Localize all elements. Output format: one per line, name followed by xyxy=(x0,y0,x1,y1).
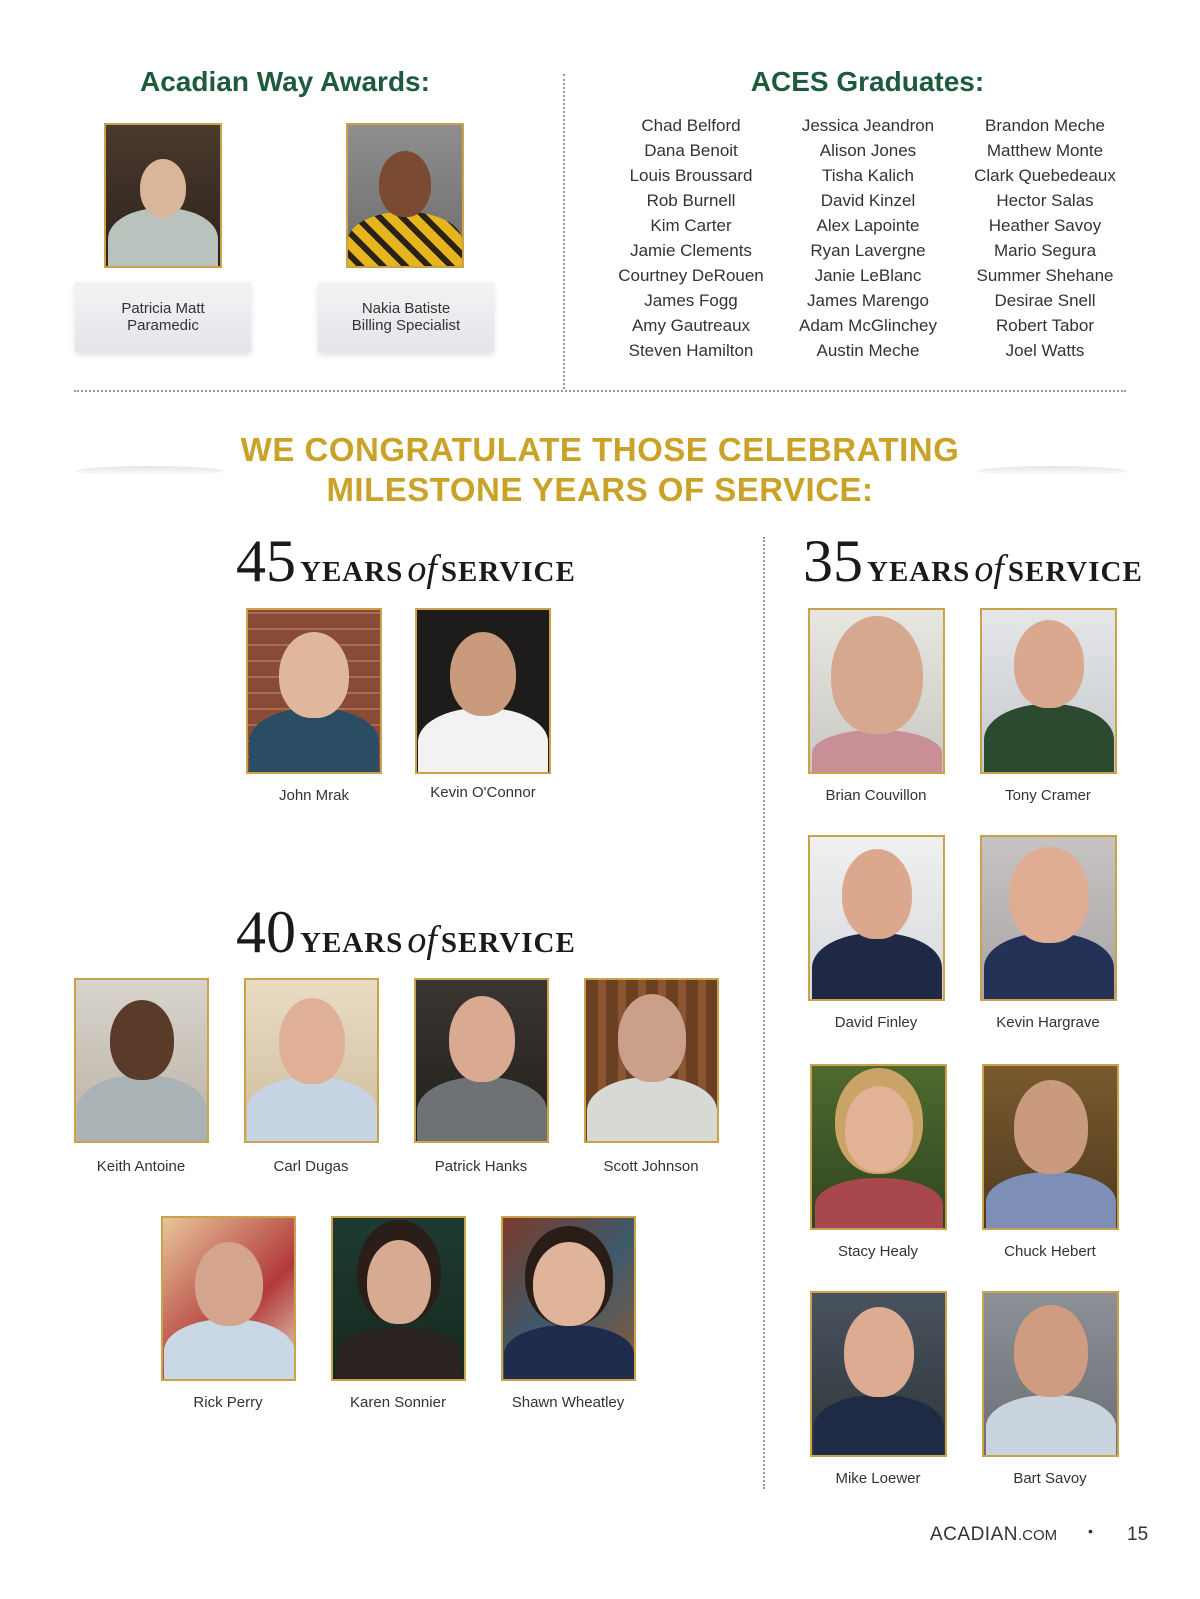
footer-site-suffix: .COM xyxy=(1017,1527,1058,1544)
award-card-nakia-batiste xyxy=(318,282,494,352)
aces-column-1 xyxy=(601,113,781,363)
name-tony-cramer: Tony Cramer xyxy=(1005,787,1091,804)
name-shawn-wheatley: Shawn Wheatley xyxy=(511,1394,625,1411)
name-patrick-hanks: Patrick Hanks xyxy=(434,1158,528,1175)
of-word: of xyxy=(407,919,437,961)
award-photo-patricia-matt xyxy=(104,123,222,268)
photo-keith-antoine xyxy=(74,978,209,1143)
photo-kevin-oconnor xyxy=(415,608,551,774)
name-stacy-healy: Stacy Healy xyxy=(837,1243,919,1260)
graduate-name: Chad Belford xyxy=(641,116,741,135)
page-number: 15 xyxy=(1127,1524,1149,1545)
graduate-name: Jamie Clements xyxy=(630,241,752,260)
of-word: of xyxy=(407,548,437,590)
name-kevin-oconnor: Kevin O'Connor xyxy=(430,784,536,801)
award-card-patricia-matt xyxy=(75,282,251,352)
photo-bart-savoy xyxy=(982,1291,1119,1457)
photo-john-mrak xyxy=(246,608,382,774)
name-karen-sonnier: Karen Sonnier xyxy=(350,1394,446,1411)
banner-shadow-right xyxy=(978,466,1126,476)
years-number: 35 xyxy=(803,528,863,594)
graduate-name: Heather Savoy xyxy=(988,216,1102,235)
section-divider-horizontal xyxy=(74,390,1126,392)
graduate-name: James Fogg xyxy=(644,291,738,310)
graduate-name: Alison Jones xyxy=(819,141,917,160)
years-word: YEARS xyxy=(300,556,404,588)
photo-chuck-hebert xyxy=(982,1064,1119,1230)
footer-site-main: ACADIAN xyxy=(930,1524,1018,1545)
award-title: Paramedic xyxy=(127,317,199,334)
photo-carl-dugas xyxy=(244,978,379,1143)
name-keith-antoine: Keith Antoine xyxy=(96,1158,186,1175)
years-word: YEARS xyxy=(300,927,404,959)
graduate-name: Adam McGlinchey xyxy=(799,316,937,335)
graduate-name: Desirae Snell xyxy=(994,291,1096,310)
photo-tony-cramer xyxy=(980,608,1117,774)
name-scott-johnson: Scott Johnson xyxy=(603,1158,699,1175)
name-chuck-hebert: Chuck Hebert xyxy=(1004,1243,1096,1260)
aces-column-2 xyxy=(778,113,958,363)
name-carl-dugas: Carl Dugas xyxy=(273,1158,349,1175)
graduate-name: Janie LeBlanc xyxy=(814,266,922,285)
award-name: Patricia Matt xyxy=(121,300,205,317)
congrats-heading xyxy=(200,430,1000,510)
award-photo-nakia-batiste xyxy=(346,123,464,268)
graduate-name: Tisha Kalich xyxy=(822,166,914,185)
footer-bullet: • xyxy=(1088,1523,1093,1539)
service-word: SERVICE xyxy=(440,927,576,959)
aces-heading: ACES Graduates: xyxy=(750,66,985,97)
graduate-name: Courtney DeRouen xyxy=(618,266,764,285)
years-number: 40 xyxy=(236,899,296,965)
footer-site xyxy=(930,1524,1057,1546)
service-word: SERVICE xyxy=(1007,556,1143,588)
photo-patrick-hanks xyxy=(414,978,549,1143)
graduate-name: Rob Burnell xyxy=(646,191,736,210)
graduate-name: Clark Quebedeaux xyxy=(974,166,1116,185)
graduate-name: David Kinzel xyxy=(820,191,916,210)
heading-40-years xyxy=(236,898,576,967)
heading-35-years xyxy=(803,527,1143,596)
graduate-name: Louis Broussard xyxy=(629,166,753,185)
graduate-name: Brandon Meche xyxy=(984,116,1106,135)
awards-heading: Acadian Way Awards: xyxy=(140,66,430,97)
photo-stacy-healy xyxy=(810,1064,947,1230)
graduate-name: Dana Benoit xyxy=(644,141,738,160)
photo-scott-johnson xyxy=(584,978,719,1143)
award-name: Nakia Batiste xyxy=(361,300,451,317)
photo-brian-couvillon xyxy=(808,608,945,774)
aces-column-3 xyxy=(955,113,1135,363)
graduate-name: Alex Lapointe xyxy=(816,216,920,235)
graduate-name: Amy Gautreaux xyxy=(631,316,751,335)
congrats-line-2: MILESTONE YEARS OF SERVICE: xyxy=(326,471,874,508)
photo-kevin-hargrave xyxy=(980,835,1117,1001)
name-kevin-hargrave: Kevin Hargrave xyxy=(996,1014,1100,1031)
photo-rick-perry xyxy=(161,1216,296,1381)
award-title: Billing Specialist xyxy=(351,317,461,334)
service-divider-vertical xyxy=(763,537,765,1489)
name-rick-perry: Rick Perry xyxy=(193,1394,263,1411)
heading-45-years xyxy=(236,527,576,596)
photo-karen-sonnier xyxy=(331,1216,466,1381)
section-divider-vertical xyxy=(563,74,565,389)
name-mike-loewer: Mike Loewer xyxy=(835,1470,921,1487)
graduate-name: Joel Watts xyxy=(1005,341,1085,360)
photo-david-finley xyxy=(808,835,945,1001)
photo-shawn-wheatley xyxy=(501,1216,636,1381)
graduate-name: Matthew Monte xyxy=(986,141,1104,160)
graduate-name: Austin Meche xyxy=(816,341,920,360)
graduate-name: Ryan Lavergne xyxy=(810,241,926,260)
name-brian-couvillon: Brian Couvillon xyxy=(825,787,927,804)
service-word: SERVICE xyxy=(440,556,576,588)
graduate-name: Hector Salas xyxy=(996,191,1094,210)
name-bart-savoy: Bart Savoy xyxy=(1013,1470,1087,1487)
graduate-name: James Marengo xyxy=(807,291,929,310)
graduate-name: Summer Shehane xyxy=(976,266,1114,285)
graduate-name: Kim Carter xyxy=(650,216,732,235)
of-word: of xyxy=(974,548,1004,590)
name-david-finley: David Finley xyxy=(834,1014,918,1031)
graduate-name: Mario Segura xyxy=(993,241,1097,260)
graduate-name: Jessica Jeandron xyxy=(801,116,935,135)
congrats-line-1: WE CONGRATULATE THOSE CELEBRATING xyxy=(240,431,960,468)
graduate-name: Robert Tabor xyxy=(996,316,1094,335)
years-number: 45 xyxy=(236,528,296,594)
photo-mike-loewer xyxy=(810,1291,947,1457)
years-word: YEARS xyxy=(867,556,971,588)
graduate-name: Steven Hamilton xyxy=(628,341,754,360)
name-john-mrak: John Mrak xyxy=(278,787,350,804)
